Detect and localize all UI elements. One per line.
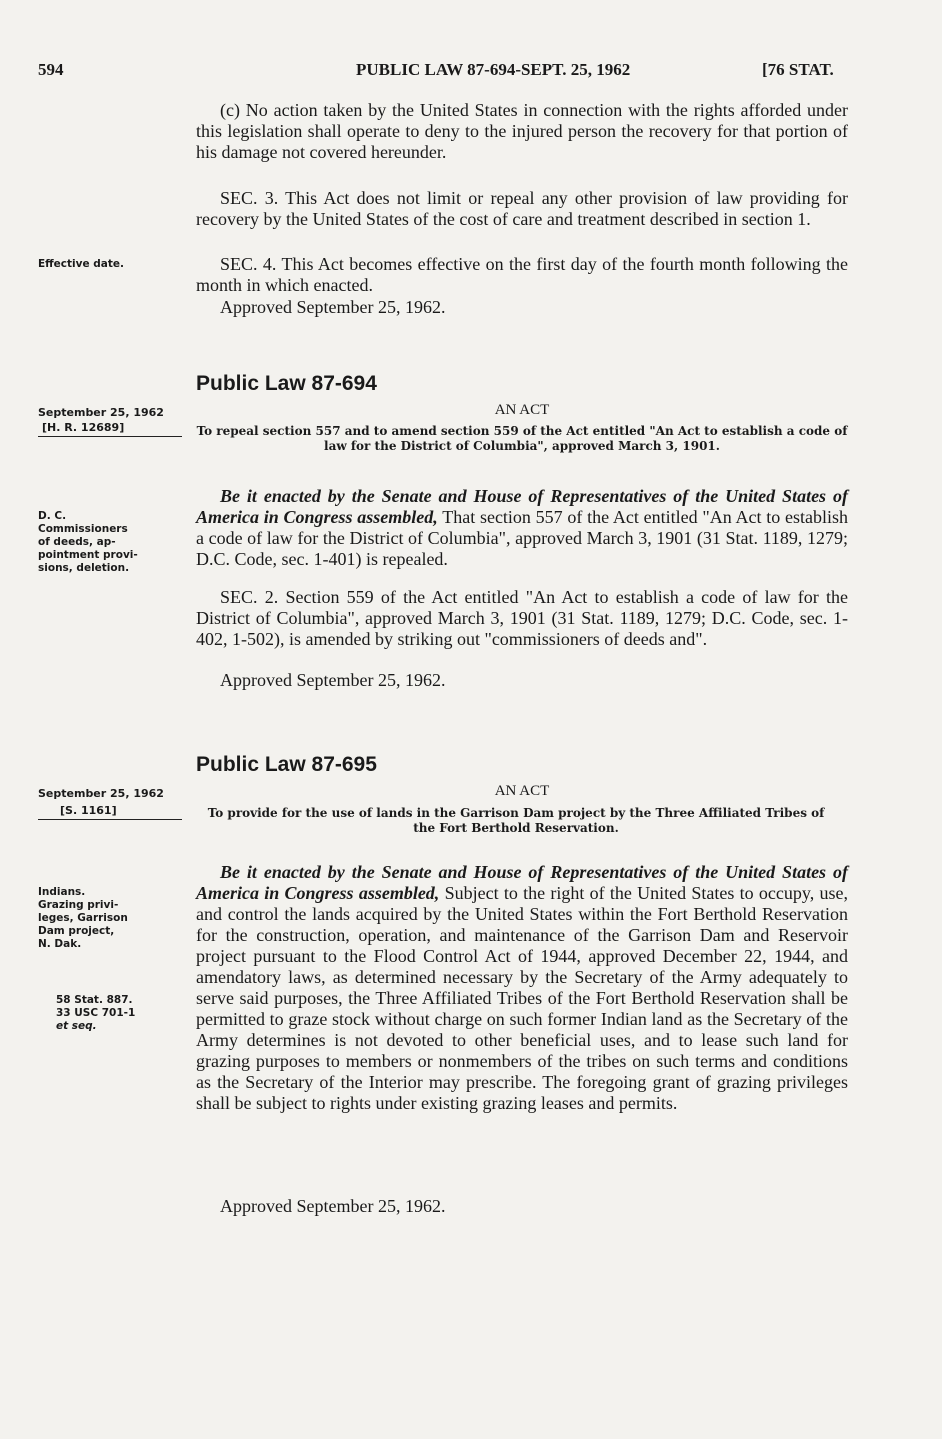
approved-line-top: Approved September 25, 1962. <box>220 297 446 317</box>
law-heading-87-694: Public Law 87-694 <box>196 372 377 395</box>
margin-bill-87-694: [H. R. 12689] <box>42 421 125 434</box>
section-1-text-87-694: That section 557 of the Act entitled "An Act to establish a code of law for the District of Columbia", approved March 3, 1901 (31 Stat. 1189, 1279; D.C. Code, sec. 1-401) is repealed. <box>196 507 848 569</box>
margin-topic-87-694 <box>38 510 188 575</box>
approved-line-87-694: Approved September 25, 1962. <box>220 670 446 690</box>
margin-topic-line: Indians. <box>38 886 86 898</box>
law-heading-87-695: Public Law 87-695 <box>196 753 377 776</box>
running-title: PUBLIC LAW 87-694-SEPT. 25, 1962 <box>356 60 631 79</box>
margin-topic-87-695 <box>38 886 188 951</box>
enacting-clause-87-694: Be it enacted by the Senate and House of Representatives of the United States of America in Congress assembled, <box>196 486 848 527</box>
page-number: 594 <box>38 60 64 79</box>
section-3 <box>196 188 848 230</box>
margin-topic-line: of deeds, ap- <box>38 536 116 548</box>
margin-topic-line: leges, Garrison <box>38 912 128 924</box>
margin-date-87-695: September 25, 1962 <box>38 787 164 800</box>
margin-bill-87-695: [S. 1161] <box>60 804 117 817</box>
margin-date-87-694: September 25, 1962 <box>38 406 164 419</box>
enacting-clause-87-695: Be it enacted by the Senate and House of Representatives of the United States of America in Congress assembled, <box>196 862 848 903</box>
body-87-695 <box>196 862 848 1114</box>
section-2-label-87-694: SEC. 2. <box>220 587 279 607</box>
caption-87-694: To repeal section 557 and to amend section 559 of the Act entitled "An Act to establish a code of law for the District of Columbia", approved March 3, 1901. <box>196 424 848 453</box>
margin-rule-87-694 <box>38 436 182 437</box>
margin-effective-date: Effective date. <box>38 258 124 270</box>
approved-line-87-695: Approved September 25, 1962. <box>220 1196 446 1216</box>
an-act-87-694: AN ACT <box>494 402 550 418</box>
margin-topic-line: Dam project, <box>38 925 115 937</box>
paragraph-c: (c) No action taken by the United States in connection with the rights afforded under this legislation shall operate to deny to the injured person the recovery for that portion of his damage not covered hereunder. <box>196 100 848 162</box>
margin-topic-line: N. Dak. <box>38 938 82 950</box>
margin-cite-line: et seq. <box>56 1020 97 1032</box>
section-2-text-87-694: Section 559 of the Act entitled "An Act to establish a code of law for the District of Columbia", approved March 3, 1901 (31 Stat. 1189, 1279; D.C. Code, sec. 1-402, 1-502), is amended by striking out "commissioners of deeds and". <box>196 587 848 649</box>
statute-volume: [76 STAT. <box>762 60 834 79</box>
margin-topic-line: Grazing privi- <box>38 899 119 911</box>
an-act-87-695: AN ACT <box>494 783 550 799</box>
section-1-87-694 <box>196 486 848 570</box>
margin-citation-87-695 <box>56 994 206 1033</box>
margin-rule-87-695 <box>38 819 182 820</box>
margin-topic-line: Commissioners <box>38 523 128 535</box>
margin-cite-line: 58 Stat. 887. <box>56 994 133 1006</box>
section-4-text: This Act becomes effective on the first day of the fourth month following the month in which enacted. <box>196 254 848 295</box>
margin-topic-line: pointment provi- <box>38 549 138 561</box>
section-4-label: SEC. 4. <box>220 254 277 274</box>
section-4 <box>196 254 848 296</box>
margin-cite-line: 33 USC 701-1 <box>56 1007 136 1019</box>
caption-87-695: To provide for the use of lands in the Garrison Dam project by the Three Affiliated Tribes of the Fort Berthold Reservation. <box>207 806 825 835</box>
section-3-label: SEC. 3. <box>220 188 279 208</box>
margin-topic-line: sions, deletion. <box>38 562 130 574</box>
body-text-87-695: Subject to the right of the United States to occupy, use, and control the lands acquired by the United States within the Fort Berthold Reservation for the construction, operation, and maintenance of the Garrison Dam and Reservoir project pursuant to the Flood Control Act of 1944, approved December 22, 1944, and amendatory laws, as determined necessary by the Secretary of the Army adequately to serve said purposes, the Three Affiliated Tribes of the Fort Berthold Reservation shall be permitted to graze stock without charge on such former Indian land as the Secretary of the Army determines is not devoted to other beneficial uses, and to lease such land for grazing purposes to members or nonmembers of the tribes on such terms and conditions as the Secretary of the Interior may prescribe. The foregoing grant of grazing privileges shall be subject to rights under existing grazing leases and permits. <box>196 883 848 1113</box>
section-2-87-694 <box>196 587 848 650</box>
section-3-text: This Act does not limit or repeal any other provision of law providing for recovery by the United States of the cost of care and treatment described in section 1. <box>196 188 849 229</box>
margin-topic-line: D. C. <box>38 510 67 522</box>
